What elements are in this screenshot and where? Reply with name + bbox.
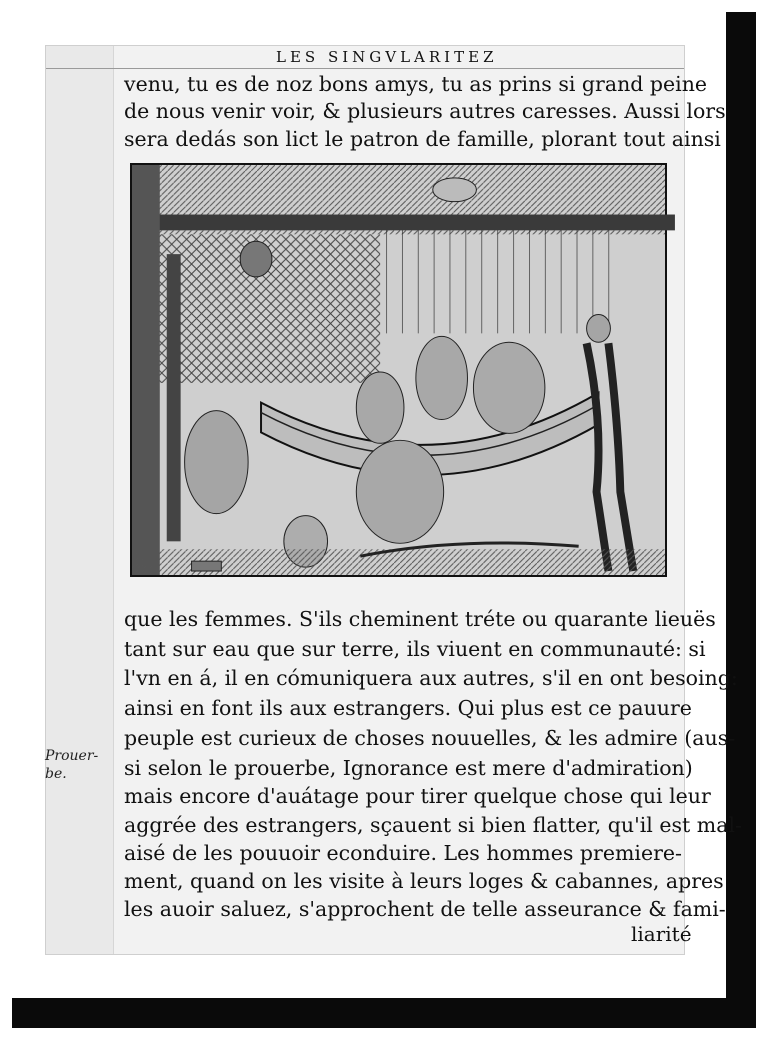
text-line: que les femmes. S'ils cheminent tréte ou quarante lieuës [124, 607, 716, 631]
text-line: mais encore d'auátage pour tirer quelque chose qui leur [124, 784, 711, 808]
scanned-page [45, 45, 742, 955]
text-line: venu, tu es de noz bons amys, tu as prins si grand peine [124, 72, 708, 96]
header-rule [46, 68, 684, 69]
marginal-note: Prouer- be. [45, 748, 99, 782]
text-line: peuple est curieux de choses nouuelles, & les admire (aus- [124, 726, 736, 750]
text-line: l'vn en á, il en cómuniquera aux autres, s'il en ont besoing: [124, 666, 738, 690]
page-margin [46, 46, 114, 954]
text-line: si selon le prouerbe, Ignorance est mere d'admiration) [124, 756, 693, 780]
text-line: ment, quand on les visite à leurs loges & cabannes, apres [124, 869, 724, 893]
running-head: LES SINGVLARITEZ [276, 48, 498, 66]
text-line: les auoir saluez, s'approchent de telle asseurance & fami- [124, 897, 726, 921]
text-line: aggrée des estrangers, sçauent si bien flatter, qu'il est mal- [124, 813, 742, 837]
text-line: sera dedás son lict le patron de famille, plorant tout ainsi [124, 127, 721, 151]
woodcut-illustration [130, 163, 667, 577]
catchword: liarité [631, 922, 692, 946]
text-line: tant sur eau que sur terre, ils viuent en communauté: si [124, 637, 706, 661]
text-line: aisé de les pouuoir econduire. Les hommes premiere- [124, 841, 682, 865]
text-line: de nous venir voir, & plusieurs autres caresses. Aussi lors [124, 99, 726, 123]
text-line: ainsi en font ils aux estrangers. Qui plus est ce pauure [124, 696, 692, 720]
